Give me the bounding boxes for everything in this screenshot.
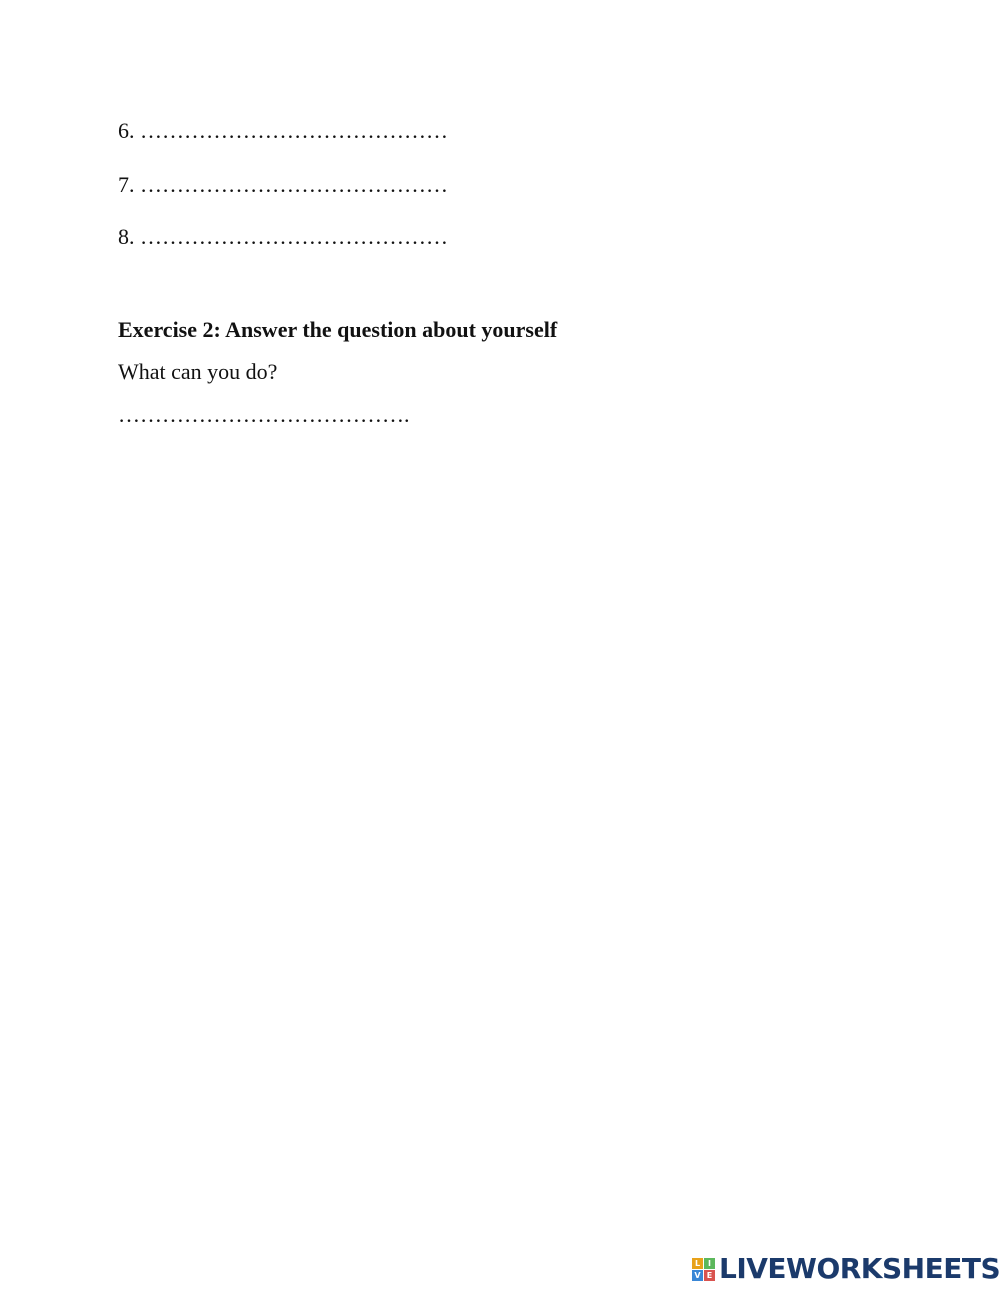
logo-mark-e: E <box>704 1270 715 1281</box>
logo-mark-i: I <box>704 1258 715 1269</box>
answer-line-7[interactable]: 7. …………………………………… <box>118 172 448 197</box>
answer-line-8[interactable]: 8. …………………………………… <box>118 224 448 249</box>
answer-line-6[interactable]: 6. …………………………………… <box>118 118 448 143</box>
exercise-2-answer-line[interactable]: …………………………………. <box>118 402 410 427</box>
liveworksheets-logo <box>692 1254 1000 1284</box>
logo-mark-l: L <box>692 1258 703 1269</box>
exercise-2-question: What can you do? <box>118 359 278 384</box>
logo-text: LIVEWORKSHEETS <box>719 1252 1000 1285</box>
logo-mark-v: V <box>692 1270 703 1281</box>
exercise-2-title: Exercise 2: Answer the question about yourself <box>118 317 558 342</box>
logo-mark-icon <box>692 1258 715 1281</box>
